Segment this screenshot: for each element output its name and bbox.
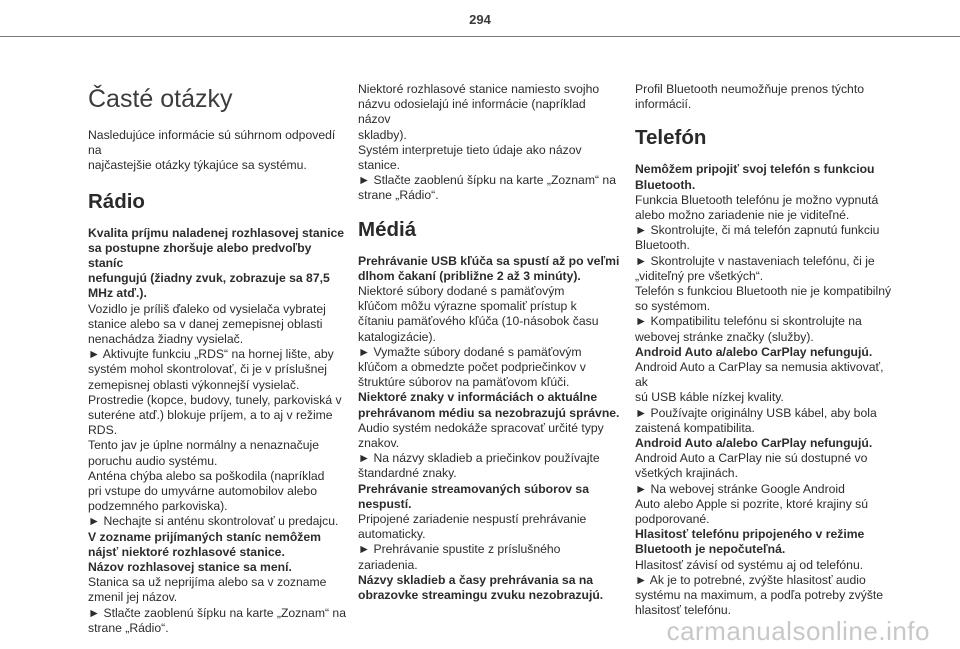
answer-text: Niektoré súbory dodané s pamäťovým kľúčom môžu výrazne spomaliť prístup k čítaniu pamäťového kľúča (10-násobok času katalogizácie). ► Vymažte súbory dodané s pamäťovým kľúčom a obmedzte počet podpriečinkov v štruktúre súborov na pamäťovom kľúči. [358,284,599,390]
section-title-media: Médiá [358,217,417,241]
answer-text: Niektoré rozhlasové stanice namiesto svojho názvu odosielajú iné informácie (napríklad názov skladby). Systém interpretuje tieto údaje ako názov stanice. ► Stlačte zaoblenú šípku na karte „Zoznam“ na strane „Rádio“. [358,82,616,203]
question-text: Názvy skladieb a časy prehrávania sa na obrazovke streamingu zvuku nezobrazujú. [358,572,604,603]
column-1 [88,80,350,636]
column-2 [358,82,620,603]
answer-text: Vozidlo je príliš ďaleko od vysielača vybratej stanice alebo sa v danej zemepisnej oblasti nenachádza žiadny vysielač. ► Aktivujte funkciu „RDS“ na hornej lište, aby systém mohol skontrolovať, či je v príslušnej zemepisnej oblasti výkonnejší vysielač. Prostredie (kopce, budovy, tunely, parkoviská v suteréne atď.) blokuje príjem, a to aj v režime RDS. Tento jav je úplne normálny a nenaznačuje poruchu audio systému. Anténa chýba alebo sa poškodila (napríklad pri vstupe do umyvárne automobilov alebo podzemného parkoviska). ► Nechajte si anténu skontrolovať u predajcu. [88,301,342,529]
phone-qa-list [635,162,897,618]
answer-text: Pripojené zariadenie nespustí prehrávanie automaticky. ► Prehrávanie spustite z príslušného zariadenia. [358,512,587,572]
question-text: Prehrávanie USB kľúča sa spustí až po veľmi dlhom čakaní (približne 2 až 3 minúty). [358,253,620,283]
page-title: Časté otázky [88,85,233,113]
question-text: V zozname prijímaných staníc nemôžem nájsť niektoré rozhlasové stanice. [88,529,321,559]
intro-text: Nasledujúce informácie sú súhrnom odpovedí na najčastejšie otázky týkajúce sa systému. [88,128,336,173]
question-text: Nemôžem pripojiť svoj telefón s funkciou Bluetooth. [635,162,875,192]
question-text: Názov rozhlasovej stanice sa mení. [88,560,292,575]
answer-text: Audio systém nedokáže spracovať určité typy znakov. ► Na názvy skladieb a priečinkov používajte štandardné znaky. [358,420,604,481]
question-text: Hlasitosť telefónu pripojeného v režime Bluetooth je nepočuteľná. [635,527,865,557]
media-qa-continued [635,82,897,112]
radio-qa-list [88,226,350,636]
question-text: Niektoré znaky v informáciách o aktuálne prehrávanom médiu sa nezobrazujú správne. [358,390,620,420]
answer-text: Funkcia Bluetooth telefónu je možno vypnutá alebo možno zariadenie nie je viditeľné. ► Skontrolujte, či má telefón zapnutú funkciu Bluetooth. ► Skontrolujte v nastaveniach telefónu, či je „viditeľný pre všetkých“. Telefón s funkciou Bluetooth nie je kompatibilný so systémom. ► Kompatibilitu telefónu si skontrolujte na webovej stránke značky (služby). [635,192,892,344]
answer-text: Stanica sa už neprijíma alebo sa v zozname zmenil jej názov. ► Stlačte zaoblenú šípku na karte „Zoznam“ na strane „Rádio“. [88,575,346,635]
question-text: Kvalita príjmu naladenej rozhlasovej stanice sa postupne zhoršuje alebo predvoľby staníc nefungujú (žiadny zvuk, zobrazuje sa 87,5 MHz atď.). [88,225,345,301]
watermark: carmanualsonline.info [666,616,930,646]
radio-qa-continued [358,82,620,204]
column-3 [635,82,897,619]
header-rule [0,36,960,37]
question-text: Android Auto a/alebo CarPlay nefungujú. [635,436,873,451]
answer-text: Hlasitosť závisí od systému aj od telefónu. ► Ak je to potrebné, zvýšte hlasitosť audio systému na maximum, a podľa potreby zvýšte hlasitosť telefónu. [635,557,884,618]
section-title-phone: Telefón [635,126,707,150]
page-number: 294 [469,12,491,27]
section-title-radio: Rádio [88,189,145,213]
question-text: Prehrávanie streamovaných súborov sa nespustí. [358,481,589,511]
media-qa-list [358,254,620,604]
answer-text: Profil Bluetooth neumožňuje prenos týchto informácií. [635,82,864,112]
question-text: Android Auto a/alebo CarPlay nefungujú. [635,344,873,359]
answer-text: Android Auto a CarPlay sa nemusia aktivovať, ak sú USB káble nízkej kvality. ► Používajte originálny USB kábel, aby bola zaistená kompatibilita. [635,360,884,435]
answer-text: Android Auto a CarPlay nie sú dostupné vo všetkých krajinách. ► Na webovej stránke Google Android Auto alebo Apple si pozrite, ktoré krajiny sú podporované. [635,451,869,527]
